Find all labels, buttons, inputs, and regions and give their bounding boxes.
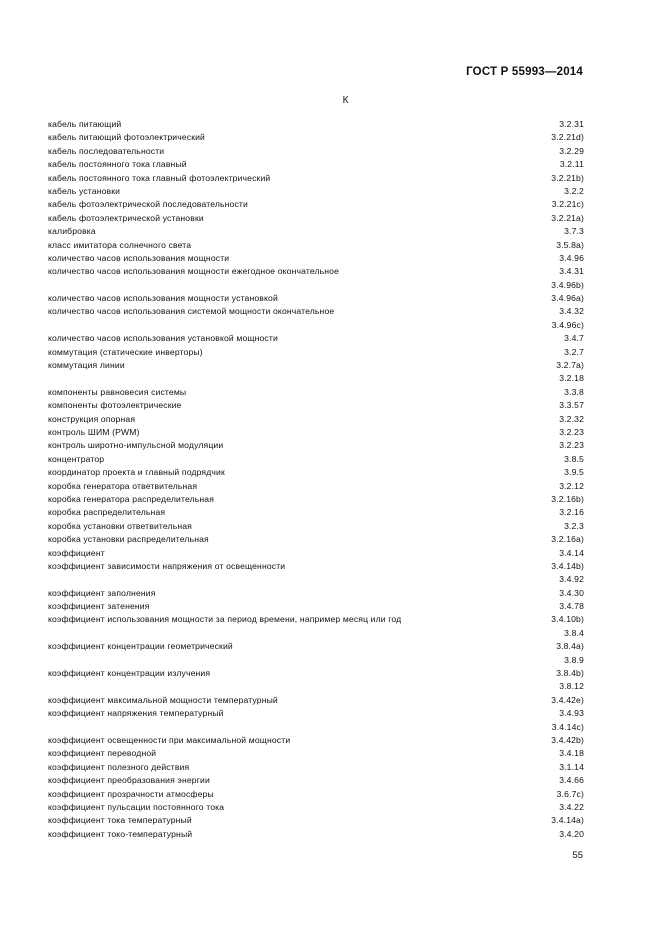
index-entry [48, 547, 584, 560]
index-entry [48, 734, 584, 747]
index-reference: 3.2.31 [559, 119, 584, 129]
index-reference: 3.5.8a) [556, 239, 584, 250]
index-entry [48, 158, 584, 171]
index-reference: 3.4.32 [559, 306, 584, 317]
index-reference: 3.8.5 [564, 453, 584, 464]
index-term: коэффициент [48, 547, 105, 558]
index-reference: 3.2.21b) [551, 172, 584, 183]
index-term: контроль ШИМ (PWM) [48, 426, 140, 437]
index-term: конструкция опорная [48, 413, 136, 424]
index-entry [48, 613, 584, 626]
index-term: калибровка [48, 226, 96, 237]
index-entry [48, 680, 584, 693]
term-index-list [48, 118, 584, 841]
index-entry [48, 172, 584, 185]
index-reference: 3.4.14 [559, 547, 584, 558]
index-term: коробка распределительная [48, 507, 166, 518]
index-reference: 3.2.18 [559, 373, 584, 384]
index-entry [48, 533, 584, 546]
index-term: коэффициент токо-температурный [48, 828, 193, 839]
index-entry [48, 761, 584, 774]
page-number: 55 [572, 850, 583, 861]
index-reference: 3.4.10b) [551, 614, 584, 625]
index-term: коэффициент максимальной мощности температурный [48, 694, 278, 705]
index-reference: 3.2.16b) [551, 493, 584, 504]
index-reference: 3.4.22 [559, 801, 584, 812]
index-term: коробка генератора ответвительная [48, 480, 198, 491]
index-reference: 3.6.7c) [556, 788, 584, 799]
index-reference: 3.4.42e) [551, 694, 584, 705]
index-reference: 3.2.23 [559, 426, 584, 437]
index-reference: 3.2.12 [559, 480, 584, 491]
index-reference: 3.4.14c) [551, 721, 584, 732]
index-entry [48, 305, 584, 318]
index-entry [48, 480, 584, 493]
index-entry [48, 265, 584, 278]
index-entry [48, 721, 584, 734]
index-term: кабель фотоэлектрической последовательности [48, 199, 248, 210]
index-entry [48, 118, 584, 131]
index-term: количество часов использования мощности [48, 252, 230, 263]
index-reference: 3.4.93 [559, 708, 584, 719]
index-entry [48, 640, 584, 653]
index-entry [48, 493, 584, 506]
index-reference: 3.8.12 [559, 681, 584, 692]
index-reference: 3.4.96c) [551, 319, 584, 330]
index-entry [48, 587, 584, 600]
index-entry [48, 198, 584, 211]
index-term: количество часов использования установкой мощности [48, 333, 278, 344]
index-term: класс имитатора солнечного света [48, 239, 192, 250]
index-term: координатор проекта и главный подрядчик [48, 467, 225, 478]
index-reference: 3.4.14b) [551, 560, 584, 571]
index-term: количество часов использования системой мощности окончательное [48, 306, 335, 317]
index-reference: 3.2.21c) [551, 199, 584, 210]
index-reference: 3.2.7a) [556, 360, 584, 371]
index-entry [48, 292, 584, 305]
index-entry [48, 774, 584, 787]
index-entry [48, 828, 584, 841]
index-term: коэффициент зависимости напряжения от освещенности [48, 560, 286, 571]
index-entry [48, 145, 584, 158]
index-entry [48, 185, 584, 198]
index-entry [48, 560, 584, 573]
index-reference: 3.4.96a) [551, 293, 584, 304]
index-entry [48, 279, 584, 292]
index-reference: 3.2.29 [559, 145, 584, 156]
index-entry [48, 814, 584, 827]
index-entry [48, 520, 584, 533]
index-term: кабель постоянного тока главный [48, 159, 187, 170]
index-reference: 3.2.11 [559, 159, 584, 170]
index-entry [48, 225, 584, 238]
index-term: коэффициент переводной [48, 748, 157, 759]
index-entry [48, 694, 584, 707]
index-term: коэффициент затенения [48, 601, 150, 612]
index-term: коробка установки распределительная [48, 534, 209, 545]
index-entry [48, 788, 584, 801]
index-term: кабель питающий [48, 119, 122, 129]
index-entry [48, 332, 584, 345]
index-reference: 3.4.42b) [551, 734, 584, 745]
index-term: коэффициент преобразования энергии [48, 775, 210, 786]
index-term: кабель фотоэлектрической установки [48, 212, 204, 223]
index-entry [48, 801, 584, 814]
index-term: кабель постоянного тока главный фотоэлектрический [48, 172, 271, 183]
index-term: коммутация (статические инверторы) [48, 346, 203, 357]
index-term: коэффициент освещенности при максимальной мощности [48, 734, 291, 745]
index-entry [48, 453, 584, 466]
index-entry [48, 654, 584, 667]
index-reference: 3.4.20 [559, 828, 584, 839]
index-reference: 3.1.14 [559, 761, 584, 772]
index-entry [48, 131, 584, 144]
index-term: коробка установки ответвительная [48, 520, 192, 531]
index-term: компоненты равновесия системы [48, 386, 187, 397]
index-reference: 3.2.2 [564, 185, 584, 196]
index-term: концентратор [48, 453, 105, 464]
index-entry [48, 252, 584, 265]
index-reference: 3.3.57 [559, 400, 584, 411]
index-term: коробка генератора распределительная [48, 493, 215, 504]
index-reference: 3.2.3 [564, 520, 584, 531]
index-reference: 3.8.9 [564, 654, 584, 665]
index-entry [48, 372, 584, 385]
index-term: коэффициент пульсации постоянного тока [48, 801, 225, 812]
index-reference: 3.7.3 [564, 226, 584, 237]
index-entry [48, 346, 584, 359]
index-entry [48, 386, 584, 399]
index-term: кабель питающий фотоэлектрический [48, 132, 206, 143]
index-term: коэффициент прозрачности атмосферы [48, 788, 214, 799]
index-entry [48, 413, 584, 426]
index-reference: 3.4.31 [559, 266, 584, 277]
index-term: коэффициент заполнения [48, 587, 156, 598]
index-term: кабель последовательности [48, 145, 165, 156]
index-term: компоненты фотоэлектрические [48, 400, 182, 411]
index-reference: 3.2.16 [559, 507, 584, 518]
index-reference: 3.2.21d) [551, 132, 584, 143]
index-reference: 3.4.92 [559, 574, 584, 585]
document-header: ГОСТ Р 55993—2014 [466, 66, 583, 78]
index-entry [48, 359, 584, 372]
index-entry [48, 426, 584, 439]
index-reference: 3.8.4b) [556, 668, 584, 679]
index-entry [48, 239, 584, 252]
index-term: контроль широтно-импульсной модуляции [48, 440, 224, 451]
index-reference: 3.2.21a) [551, 212, 584, 223]
index-reference: 3.4.96b) [551, 279, 584, 290]
index-reference: 3.8.4 [564, 627, 584, 638]
index-term: количество часов использования мощности установкой [48, 293, 278, 304]
index-reference: 3.4.66 [559, 775, 584, 786]
index-reference: 3.2.16a) [551, 534, 584, 545]
index-entry [48, 600, 584, 613]
index-entry [48, 627, 584, 640]
section-letter: К [342, 95, 349, 106]
index-reference: 3.4.14a) [551, 815, 584, 826]
index-term: коэффициент концентрации излучения [48, 668, 211, 679]
index-reference: 3.9.5 [564, 467, 584, 478]
index-term: коэффициент полезного действия [48, 761, 190, 772]
index-reference: 3.2.23 [559, 440, 584, 451]
index-term: коэффициент напряжения температурный [48, 708, 224, 719]
index-term: кабель установки [48, 185, 121, 196]
index-term: коммутация линии [48, 360, 125, 371]
index-reference: 3.4.7 [564, 333, 584, 344]
index-term: количество часов использования мощности ежегодное окончательное [48, 266, 340, 277]
index-entry [48, 506, 584, 519]
index-reference: 3.8.4a) [556, 641, 584, 652]
index-reference: 3.4.30 [559, 587, 584, 598]
index-reference: 3.2.32 [559, 413, 584, 424]
index-entry [48, 707, 584, 720]
index-reference: 3.3.8 [564, 386, 584, 397]
index-term: коэффициент концентрации геометрический [48, 641, 233, 652]
index-entry [48, 212, 584, 225]
index-entry [48, 747, 584, 760]
index-term: коэффициент тока температурный [48, 815, 192, 826]
index-entry [48, 573, 584, 586]
index-entry [48, 466, 584, 479]
index-reference: 3.2.7 [564, 346, 584, 357]
index-term: коэффициент использования мощности за период времени, например месяц или год [48, 614, 402, 625]
index-reference: 3.4.96 [559, 252, 584, 263]
index-reference: 3.4.18 [559, 748, 584, 759]
index-entry [48, 319, 584, 332]
index-entry [48, 399, 584, 412]
index-entry [48, 439, 584, 452]
index-reference: 3.4.78 [559, 601, 584, 612]
index-entry [48, 667, 584, 680]
